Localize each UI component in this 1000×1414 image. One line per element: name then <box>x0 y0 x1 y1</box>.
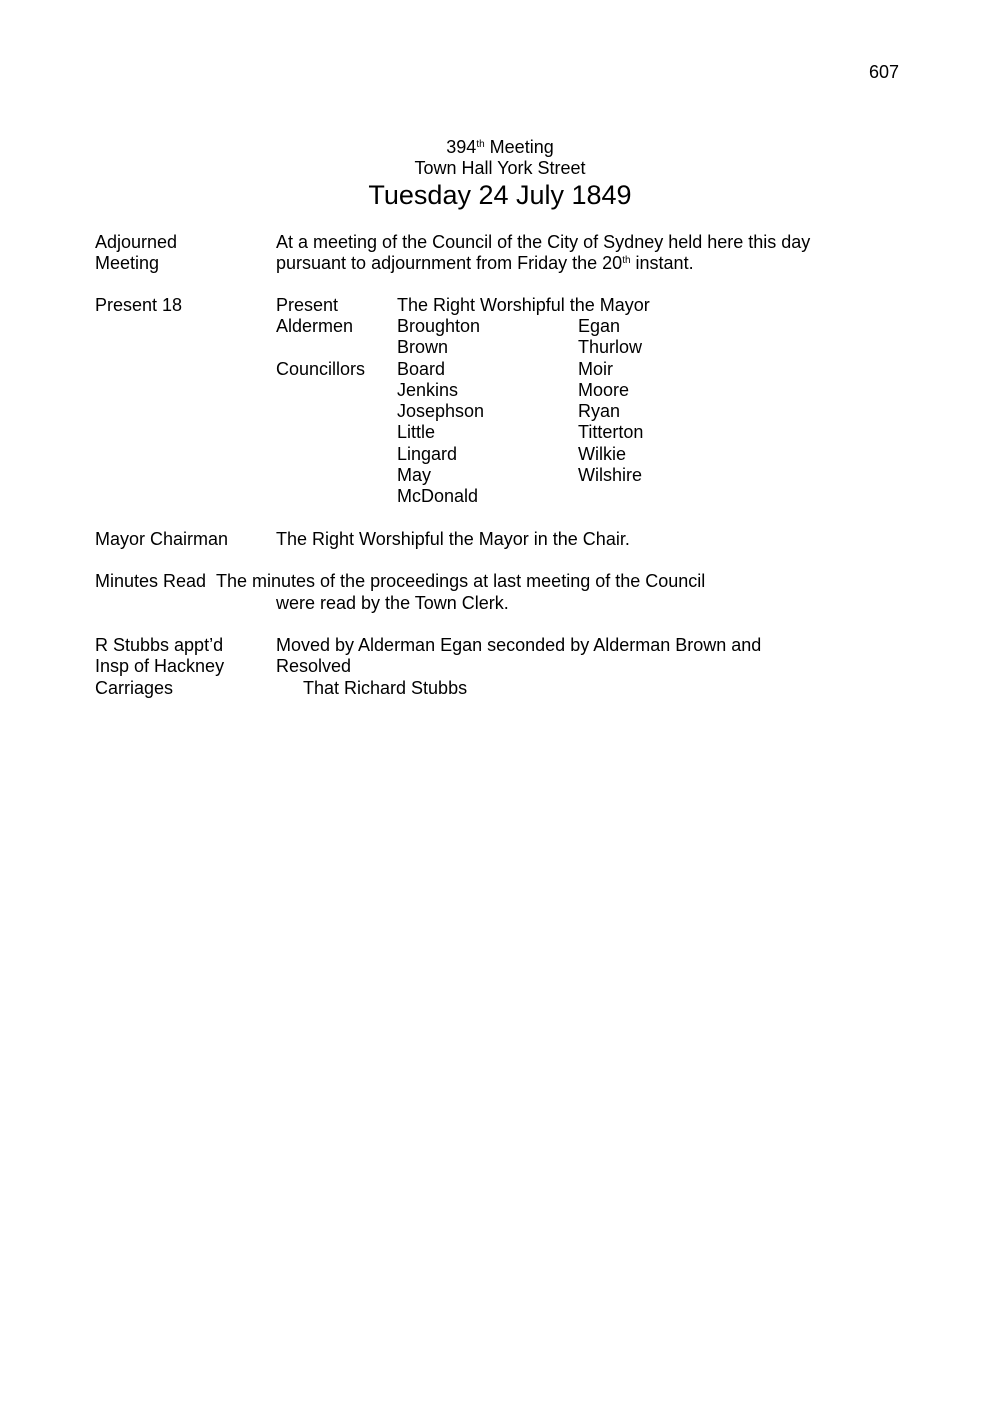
councillor-name: Lingard <box>397 444 458 464</box>
councillor-name: Wilshire <box>578 465 643 485</box>
councillor-name: Wilkie <box>578 444 626 464</box>
motion-text-line-1: Moved by Alderman Egan seconded by Alderman Brown and <box>276 635 762 655</box>
margin-note-adjourned: Adjourned <box>95 232 178 252</box>
margin-note-meeting: Meeting <box>95 253 160 273</box>
councillor-name: Moore <box>578 380 630 400</box>
councillor-name: May <box>397 465 432 485</box>
label-aldermen: Aldermen <box>276 316 354 336</box>
motion-resolved: Resolved <box>276 656 352 676</box>
meeting-location: Town Hall York Street <box>414 158 586 178</box>
margin-note-present: Present 18 <box>95 295 183 315</box>
minutes-text-line-1: The minutes of the proceedings at last meeting of the Council <box>216 571 706 591</box>
alderman-name: Thurlow <box>578 337 643 357</box>
chair-text: The Right Worshipful the Mayor in the Chair. <box>276 529 630 549</box>
meeting-date: Tuesday 24 July 1849 <box>368 180 632 210</box>
councillor-name: Jenkins <box>397 380 459 400</box>
margin-note-chairman: Mayor Chairman <box>95 529 229 549</box>
councillor-name: Titterton <box>578 422 644 442</box>
minutes-text-line-2: were read by the Town Clerk. <box>276 593 509 613</box>
councillor-name: Ryan <box>578 401 621 421</box>
margin-note-minutes: Minutes Read <box>95 571 207 591</box>
councillor-name: Josephson <box>397 401 485 421</box>
councillor-name: Board <box>397 359 446 379</box>
margin-note-carriages: Carriages <box>95 678 174 698</box>
councillor-name: Moir <box>578 359 613 379</box>
alderman-name: Broughton <box>397 316 481 336</box>
present-mayor: The Right Worshipful the Mayor <box>397 295 650 315</box>
councillor-name: Little <box>397 422 436 442</box>
page-number: 607 <box>869 62 900 82</box>
label-councillors: Councillors <box>276 359 366 379</box>
alderman-name: Brown <box>397 337 449 357</box>
meeting-number: 394th Meeting <box>446 137 554 157</box>
alderman-name: Egan <box>578 316 621 336</box>
margin-note-stubbs: R Stubbs appt’d <box>95 635 224 655</box>
councillor-name: McDonald <box>397 486 479 506</box>
motion-text-line-3: That Richard Stubbs <box>303 678 468 698</box>
adjourned-text-line-2: pursuant to adjournment from Friday the 20th instant. <box>276 253 694 273</box>
label-present: Present <box>276 295 339 315</box>
margin-note-hackney: Insp of Hackney <box>95 656 225 676</box>
adjourned-text-line-1: At a meeting of the Council of the City of Sydney held here this day <box>276 232 811 252</box>
